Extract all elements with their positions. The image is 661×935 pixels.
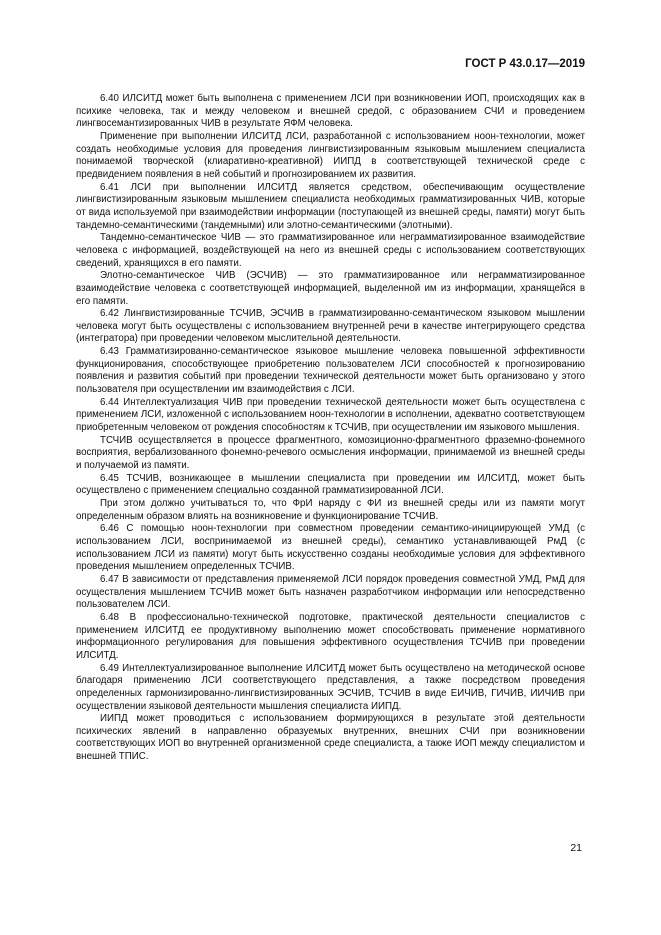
paragraph: При этом должно учитываться то, что ФрИ наряду с ФИ из внешней среды или из памяти могут определенным образом влиять на возникновение и функционирование ТСЧИВ. <box>76 498 585 522</box>
paragraph-6-47: 6.47 В зависимости от представления применяемой ЛСИ порядок проведения совместной УМД, РмД для осуществления мышлением ТСЧИВ может быть назначен разработчиком информации или непосредственно пользователем ЛСИ. <box>76 573 585 611</box>
paragraph-6-42: 6.42 Лингвистизированные ТСЧИВ, ЭСЧИВ в грамматизированно-семантическом языковом мышлении человека могут быть осуществлены с использованием внутренней речи в качестве интегрирующего средства (интегратора) при проведении человеком мыслительной деятельности. <box>76 308 585 345</box>
paragraph: Элотно-семантическое ЧИВ (ЭСЧИВ) — это грамматизированное или неграмматизированное взаимодействие человека с соответствующей информацией, выделенной им из информации, хранящейся в его памяти. <box>76 270 585 307</box>
body-text <box>76 93 585 764</box>
paragraph: Тандемно-семантическое ЧИВ — это грамматизированное или неграмматизированное взаимодействие человека с информацией, воздействующей на него из внешней среды с использованием соответствующих сведений, хранящихся в его памяти. <box>76 232 585 269</box>
paragraph-6-45: 6.45 ТСЧИВ, возникающее в мышлении специалиста при проведении им ИЛСИТД, может быть осуществлено с применением специально созданной грамматизированной ЛСИ. <box>76 472 585 497</box>
paragraph-6-40: 6.40 ИЛСИТД может быть выполнена с применением ЛСИ при возникновении ИОП, происходящих как в психике человека, так и между человеком и внешней средой, с образованием СЧИ и проведением лингвосемантизированных ЧИВ в результате ЯФМ человека. <box>76 93 585 130</box>
paragraph-6-44: 6.44 Интеллектуализация ЧИВ при проведении технической деятельности может быть осуществлена с применением ЛСИ, изложенной с использованием ноон-технологии в исполнении, адекватно соответствующем приобретенным человеком от рождения способностям к ТСЧИВ, при осуществлении им языкового мышления. <box>76 396 585 434</box>
paragraph: ТСЧИВ осуществляется в процессе фрагментного, комозиционно-фрагментного фраземно-фонемного восприятия, вербализованного фонемно-речевого осмысления информации, принимаемой из внешней среды и получаемой из памяти. <box>76 434 585 472</box>
paragraph-6-49: 6.49 Интеллектуализированное выполнение ИЛСИТД может быть осуществлено на методической основе благодаря применению ЛСИ соответствующего представления, а также посредством проведения определенных гармонизированно-лингвистизированных ЭСЧИВ, ТСЧИВ в виде ЕИЧИВ, ГИЧИВ, ИИЧИВ при осуществлении языковой деятельности мышления специалиста ИИПД. <box>76 662 585 712</box>
paragraph-6-46: 6.46 С помощью ноон-технологии при совместном проведении семантико-инициирующей УМД (с использованием ЛСИ, воспринимаемой из внешней среды), семантико устанавливающей РмД (с использованием ЛСИ из памяти) могут быть искусственно созданы необходимые условия для эффективного проведения мышлением определенных ТСЧИВ. <box>76 523 585 573</box>
paragraph: Применение при выполнении ИЛСИТД ЛСИ, разработанной с использованием ноон-технологии, может создать необходимые условия для проведения лингвистизированным языковым мышлением специалиста понимаемой творческой (клиаративно-креативной) ИИПД в соответствующей технической среде с предвидением появления в ней событий и прогнозированием их развития. <box>76 130 585 180</box>
paragraph-6-43: 6.43 Грамматизированно-семантическое языковое мышление человека повышенной эффективности функционирования, способствующее приобретению пользователем ЛСИ способностей к прогнозированию появления и развития событий при проведении технической деятельности может быть организовано у этого пользователя при осуществлении им взаимодействия с ЛСИ. <box>76 346 585 396</box>
paragraph-6-41: 6.41 ЛСИ при выполнении ИЛСИТД является средством, обеспечивающим осуществление лингвистизированным языковым мышлением специалиста необходимых грамматизированных ЧИВ, которые от вида используемой при взаимодействии информации (поступающей из внешней среды, памяти) могут быть тандемно-семантическими (тандемными) или элотно-семантическими (элотными). <box>76 181 585 231</box>
paragraph-6-48: 6.48 В профессионально-технической подготовке, практической деятельности специалистов с применением ИЛСИТД ее продуктивному выполнению может способствовать применение нормативного информационного регулирования для повышения эффективного осуществления ТСЧИВ при проведении ИЛСИТД. <box>76 611 585 661</box>
paragraph: ИИПД может проводиться с использованием формирующихся в результате этой деятельности психических явлений в направленно образуемых внутренних, внешних СЧИ при возникновении соответствующих ИОП во внутренней организменной среде специалиста, а также ИОП между специалистом и внешней ТПИС. <box>76 713 585 763</box>
page-number: 21 <box>570 842 582 854</box>
standard-header: ГОСТ Р 43.0.17—2019 <box>465 58 585 70</box>
